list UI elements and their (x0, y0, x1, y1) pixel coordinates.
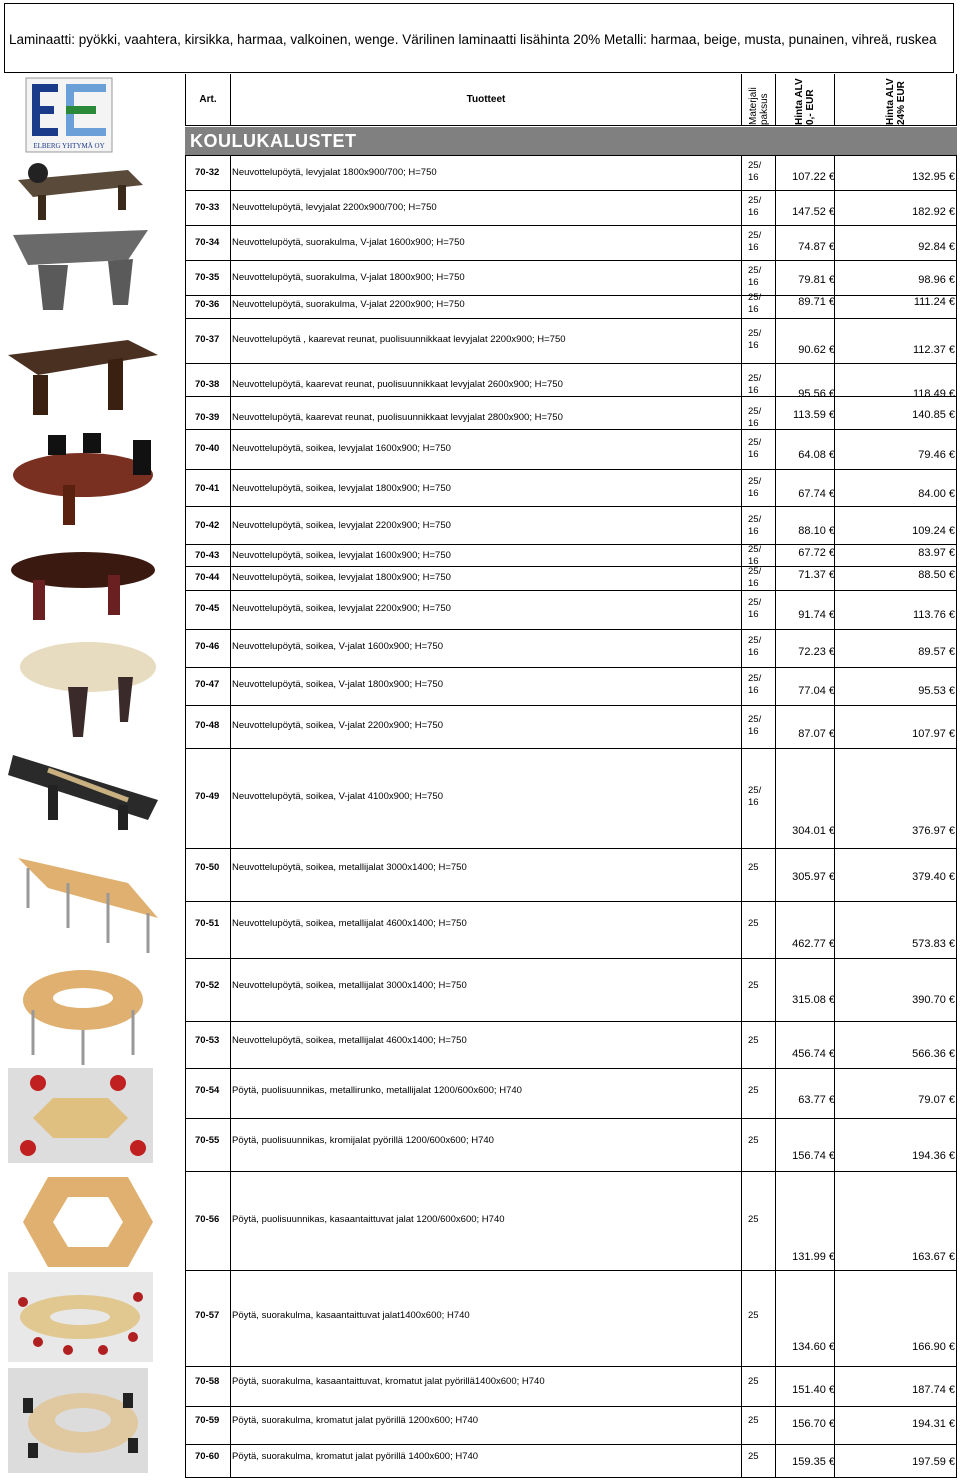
material-thickness: 25/ 16 (748, 673, 762, 696)
price-incl-vat: 107.97 € (912, 728, 955, 740)
material-thickness: 25/ 16 (748, 476, 762, 499)
row-separator (185, 590, 957, 591)
product-description: Neuvottelupöytä, soikea, V-jalat 4100x900; H=750 (232, 791, 443, 802)
row-separator (185, 705, 957, 706)
article-number: 70-44 (195, 572, 220, 583)
article-number: 70-54 (195, 1085, 220, 1096)
article-number: 70-43 (195, 550, 220, 561)
product-description: Pöytä, suorakulma, kasaantaittuvat jalat1400x600; H740 (232, 1310, 470, 1321)
price-incl-vat: 376.97 € (912, 825, 955, 837)
article-number: 70-35 (195, 272, 220, 283)
price-excl-vat: 72.23 € (798, 646, 835, 658)
article-number: 70-53 (195, 1035, 220, 1046)
product-description: Neuvottelupöytä, soikea, metallijalat 3000x1400; H=750 (232, 980, 467, 991)
row-separator (185, 1068, 957, 1069)
article-number: 70-40 (195, 443, 220, 454)
row-separator (185, 318, 957, 319)
material-thickness: 25/ 16 (748, 714, 762, 737)
row-separator (185, 506, 957, 507)
price-excl-vat: 151.40 € (792, 1384, 835, 1396)
price-incl-vat: 566.36 € (912, 1048, 955, 1060)
price-incl-vat: 118.49 € (912, 388, 955, 400)
header-note: Laminaatti: pyökki, vaahtera, kirsikka, harmaa, valkoinen, wenge. Värilinen laminaatti lisähinta 20% Metalli: harmaa, beige, musta, punainen, vihreä, ruskea (9, 32, 937, 47)
price-excl-vat: 87.07 € (798, 728, 835, 740)
category-band (185, 127, 957, 155)
table-photo-grey (8, 225, 148, 320)
material-thickness: 25/ 16 (748, 373, 762, 396)
product-description: Pöytä, puolisuunnikas, metallirunko, metallijalat 1200/600x600; H740 (232, 1085, 522, 1096)
product-description: Neuvottelupöytä, soikea, levyjalat 1800x900; H=750 (232, 572, 451, 583)
price-excl-vat: 315.08 € (792, 994, 835, 1006)
row-separator (185, 1021, 957, 1022)
article-number: 70-56 (195, 1214, 220, 1225)
price-excl-vat: 305.97 € (792, 871, 835, 883)
price-incl-vat: 163.67 € (912, 1251, 955, 1263)
row-separator (185, 1406, 957, 1407)
product-description: Neuvottelupöytä, levyjalat 1800x900/700; H=750 (232, 167, 437, 178)
product-description: Neuvottelupöytä, soikea, V-jalat 1600x900; H=750 (232, 641, 443, 652)
material-thickness: 25/ 16 (748, 265, 762, 288)
column-header-material: Materjali paksus (741, 74, 776, 126)
article-number: 70-37 (195, 334, 220, 345)
article-number: 70-32 (195, 167, 220, 178)
article-number: 70-52 (195, 980, 220, 991)
article-number: 70-41 (195, 483, 220, 494)
material-thickness: 25/ 16 (748, 160, 762, 183)
price-excl-vat: 77.04 € (798, 685, 835, 697)
price-incl-vat: 79.46 € (918, 449, 955, 461)
material-thickness: 25 (748, 1451, 759, 1462)
divider (230, 155, 231, 1477)
price-incl-vat: 187.74 € (912, 1384, 955, 1396)
price-excl-vat: 147.52 € (792, 206, 835, 218)
table-photo-meeting-ring (8, 1368, 148, 1478)
material-thickness: 25 (748, 1135, 759, 1146)
article-number: 70-50 (195, 862, 220, 873)
article-number: 70-57 (195, 1310, 220, 1321)
article-number: 70-45 (195, 603, 220, 614)
price-excl-vat: 113.59 € (792, 409, 835, 421)
row-separator (185, 901, 957, 902)
divider (956, 155, 957, 1477)
price-incl-vat: 84.00 € (918, 488, 955, 500)
material-thickness: 25 (748, 1415, 759, 1426)
material-thickness: 25 (748, 1376, 759, 1387)
material-thickness: 25/ 16 (748, 292, 762, 315)
product-description: Neuvottelupöytä, suorakulma, V-jalat 1800x900; H=750 (232, 272, 465, 283)
product-description: Neuvottelupöytä, soikea, levyjalat 1800x900; H=750 (232, 483, 451, 494)
material-thickness: 25/ 16 (748, 566, 762, 589)
product-description: Neuvottelupöytä, soikea, levyjalat 1600x900; H=750 (232, 550, 451, 561)
price-incl-vat: 182.92 € (912, 206, 955, 218)
price-incl-vat: 83.97 € (918, 547, 955, 559)
article-number: 70-55 (195, 1135, 220, 1146)
divider (741, 155, 742, 1477)
material-thickness: 25 (748, 1085, 759, 1096)
price-excl-vat: 71.37 € (798, 569, 835, 581)
article-number: 70-39 (195, 412, 220, 423)
price-excl-vat: 134.60 € (792, 1341, 835, 1353)
row-separator (185, 260, 957, 261)
row-separator (185, 566, 957, 567)
table-photo-dark (8, 155, 148, 230)
row-separator (185, 667, 957, 668)
price-incl-vat: 111.24 € (913, 296, 955, 308)
price-incl-vat: 140.85 € (912, 409, 955, 421)
product-description: Neuvottelupöytä, levyjalat 2200x900/700; H=750 (232, 202, 437, 213)
row-separator (185, 429, 957, 430)
table-photo-oval-wenge (8, 545, 158, 630)
row-separator (185, 544, 957, 545)
column-header-art: Art. (185, 74, 231, 126)
article-number: 70-47 (195, 679, 220, 690)
material-thickness: 25 (748, 862, 759, 873)
price-incl-vat: 92.84 € (918, 241, 955, 253)
price-incl-vat: 112.37 € (912, 344, 955, 356)
material-thickness: 25/ 16 (748, 230, 762, 253)
price-excl-vat: 63.77 € (798, 1094, 835, 1106)
table-photo-hexagon (8, 1068, 153, 1168)
product-description: Neuvottelupöytä, soikea, metallijalat 3000x1400; H=750 (232, 862, 467, 873)
price-incl-vat: 166.90 € (912, 1341, 955, 1353)
article-number: 70-49 (195, 791, 220, 802)
product-description: Pöytä, puolisuunnikas, kasaantaittuvat jalat 1200/600x600; H740 (232, 1214, 505, 1225)
company-logo (24, 76, 114, 154)
material-thickness: 25/ 16 (748, 514, 762, 537)
table-photo-trapezoid-ring (8, 1172, 158, 1277)
price-incl-vat: 98.96 € (918, 274, 955, 286)
table-photo-metal-ring (8, 960, 158, 1075)
material-thickness: 25/ 16 (748, 597, 762, 620)
table-photo-oval-red (8, 430, 158, 530)
article-number: 70-33 (195, 202, 220, 213)
product-description: Neuvottelupöytä, kaarevat reunat, puolisuunnikkaat levyjalat 2600x900; H=750 (232, 379, 563, 390)
column-header-products: Tuotteet (230, 74, 742, 126)
price-excl-vat: 64.08 € (798, 449, 835, 461)
price-excl-vat: 156.74 € (792, 1150, 835, 1162)
row-separator (185, 1366, 957, 1367)
price-incl-vat: 390.70 € (912, 994, 955, 1006)
article-number: 70-59 (195, 1415, 220, 1426)
article-number: 70-46 (195, 641, 220, 652)
row-separator (185, 1444, 957, 1445)
category-title: KOULUKALUSTET (190, 131, 357, 151)
row-separator (185, 629, 957, 630)
price-incl-vat: 194.36 € (912, 1150, 955, 1162)
material-thickness: 25/ 16 (748, 785, 762, 808)
product-description: Neuvottelupöytä, soikea, V-jalat 2200x900; H=750 (232, 720, 443, 731)
price-excl-vat: 159.35 € (792, 1456, 835, 1468)
column-header-price24: Hinta ALV 24% EUR (834, 74, 957, 126)
price-excl-vat: 304.01 € (792, 825, 835, 837)
material-thickness: 25 (748, 1035, 759, 1046)
price-incl-vat: 113.76 € (912, 609, 955, 621)
price-excl-vat: 67.74 € (798, 488, 835, 500)
article-number: 70-38 (195, 379, 220, 390)
material-thickness: 25 (748, 980, 759, 991)
row-separator (185, 958, 957, 959)
product-description: Neuvottelupöytä, soikea, levyjalat 2200x900; H=750 (232, 603, 451, 614)
material-thickness: 25/ 16 (748, 437, 762, 460)
price-incl-vat: 88.50 € (918, 569, 955, 581)
article-number: 70-36 (195, 299, 220, 310)
price-excl-vat: 74.87 € (798, 241, 835, 253)
price-excl-vat: 88.10 € (798, 525, 835, 537)
table-photo-long-oval (8, 745, 158, 840)
article-number: 70-51 (195, 918, 220, 929)
product-description: Neuvottelupöytä , kaarevat reunat, puolisuunnikkaat levyjalat 2200x900; H=750 (232, 334, 566, 345)
price-excl-vat: 462.77 € (792, 938, 835, 950)
table-photo-classroom (8, 1272, 153, 1367)
price-incl-vat: 79.07 € (918, 1094, 955, 1106)
product-description: Pöytä, suorakulma, kasaantaittuvat, kromatut jalat pyörillä1400x600; H740 (232, 1376, 545, 1387)
material-thickness: 25/ 16 (748, 328, 762, 351)
table-photo-brown (8, 320, 158, 425)
material-thickness: 25/ 16 (748, 195, 762, 218)
price-incl-vat: 197.59 € (912, 1456, 955, 1468)
article-number: 70-58 (195, 1376, 220, 1387)
price-excl-vat: 107.22 € (792, 171, 835, 183)
price-incl-vat: 573.83 € (912, 938, 955, 950)
row-separator (185, 155, 957, 156)
product-description: Neuvottelupöytä, soikea, levyjalat 2200x900; H=750 (232, 520, 451, 531)
row-separator (185, 190, 957, 191)
product-description: Neuvottelupöytä, soikea, metallijalat 4600x1400; H=750 (232, 1035, 467, 1046)
svg-text:ELBERG YHTYMÄ OY: ELBERG YHTYMÄ OY (33, 142, 105, 150)
price-excl-vat: 79.81 € (798, 274, 835, 286)
price-incl-vat: 109.24 € (912, 525, 955, 537)
price-excl-vat: 67.72 € (798, 547, 835, 559)
row-separator (185, 1477, 957, 1478)
price-incl-vat: 95.53 € (918, 685, 955, 697)
article-number: 70-60 (195, 1451, 220, 1462)
product-description: Neuvottelupöytä, kaarevat reunat, puolisuunnikkaat levyjalat 2800x900; H=750 (232, 412, 563, 423)
price-excl-vat: 456.74 € (792, 1048, 835, 1060)
row-separator (185, 1118, 957, 1119)
material-thickness: 25/ 16 (748, 544, 762, 567)
price-excl-vat: 131.99 € (792, 1251, 835, 1263)
product-description: Neuvottelupöytä, soikea, levyjalat 1600x900; H=750 (232, 443, 451, 454)
column-header-price0: Hinta ALV 0,- EUR (775, 74, 835, 126)
product-description: Neuvottelupöytä, soikea, metallijalat 4600x1400; H=750 (232, 918, 467, 929)
row-separator (185, 225, 957, 226)
price-excl-vat: 89.71 € (798, 296, 835, 308)
row-separator (185, 469, 957, 470)
article-number: 70-48 (195, 720, 220, 731)
row-separator (185, 1270, 957, 1271)
row-separator (185, 748, 957, 749)
product-description: Neuvottelupöytä, soikea, V-jalat 1800x900; H=750 (232, 679, 443, 690)
product-description: Neuvottelupöytä, suorakulma, V-jalat 2200x900; H=750 (232, 299, 465, 310)
price-incl-vat: 379.40 € (912, 871, 955, 883)
price-incl-vat: 132.95 € (912, 171, 955, 183)
price-excl-vat: 156.70 € (792, 1418, 835, 1430)
row-separator (185, 1171, 957, 1172)
material-thickness: 25 (748, 1214, 759, 1225)
price-incl-vat: 194.31 € (912, 1418, 955, 1430)
material-thickness: 25 (748, 1310, 759, 1321)
material-thickness: 25/ 16 (748, 406, 762, 429)
material-thickness: 25/ 16 (748, 635, 762, 658)
price-excl-vat: 91.74 € (798, 609, 835, 621)
price-incl-vat: 89.57 € (918, 646, 955, 658)
material-thickness: 25 (748, 918, 759, 929)
product-description: Pöytä, suorakulma, kromatut jalat pyörillä 1200x600; H740 (232, 1415, 479, 1426)
product-description: Neuvottelupöytä, suorakulma, V-jalat 1600x900; H=750 (232, 237, 465, 248)
price-excl-vat: 95.56 € (798, 388, 835, 400)
product-description: Pöytä, puolisuunnikas, kromijalat pyörillä 1200/600x600; H740 (232, 1135, 494, 1146)
row-separator (185, 363, 957, 364)
article-number: 70-42 (195, 520, 220, 531)
article-number: 70-34 (195, 237, 220, 248)
row-separator (185, 848, 957, 849)
header-note-box (4, 3, 954, 73)
price-excl-vat: 90.62 € (798, 344, 835, 356)
table-photo-metal-oval (8, 848, 158, 963)
table-photo-oval-white (8, 632, 158, 747)
product-description: Pöytä, suorakulma, kromatut jalat pyörillä 1400x600; H740 (232, 1451, 479, 1462)
